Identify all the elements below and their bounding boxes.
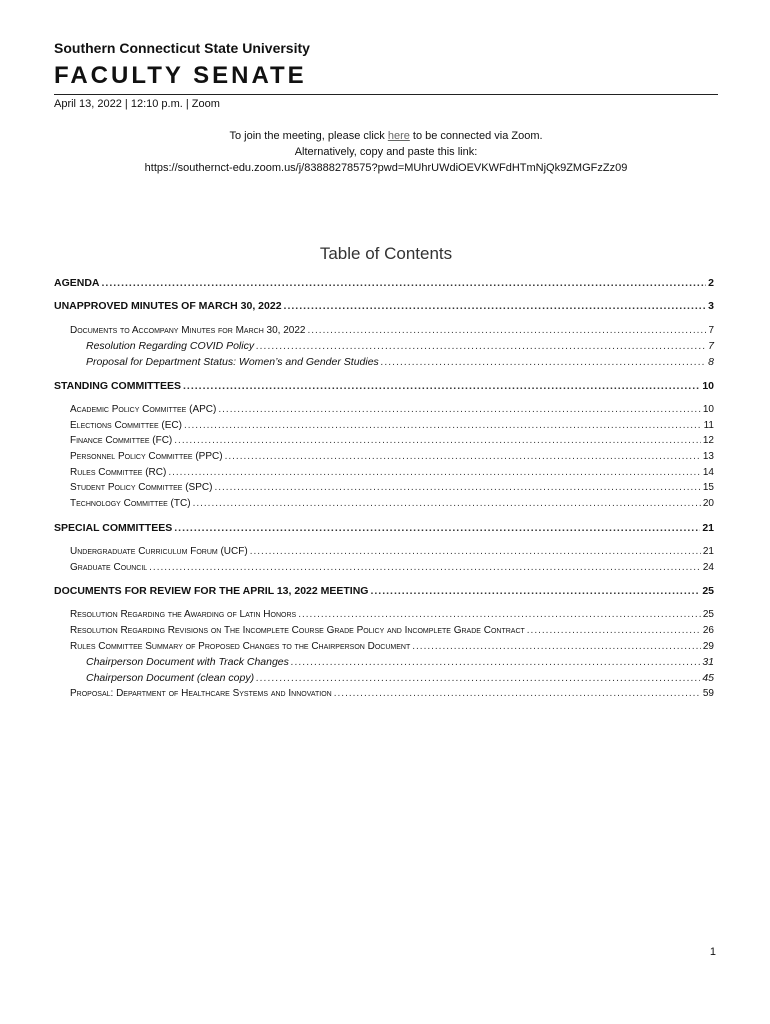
toc-label: SPECIAL COMMITTEES: [54, 522, 173, 534]
toc-page: 31: [702, 656, 714, 668]
toc-entry-apc[interactable]: [70, 404, 714, 415]
toc-page: 21: [702, 522, 714, 534]
toc-entry-rc[interactable]: [70, 467, 714, 478]
toc-page: 25: [702, 609, 714, 620]
leader-dots: [225, 451, 701, 462]
leader-dots: [174, 435, 701, 446]
join-suffix: to be connected via Zoom.: [409, 130, 543, 142]
toc-entry-review[interactable]: [54, 585, 714, 597]
toc-page: 13: [702, 451, 714, 462]
toc-label: Elections Committee (EC): [70, 420, 182, 431]
leader-dots: [334, 688, 701, 699]
toc-page: 24: [702, 562, 714, 573]
join-line-2: Alternatively, copy and paste this link:: [294, 146, 478, 158]
leader-dots: [291, 656, 700, 668]
toc-title: Table of Contents: [319, 244, 453, 263]
toc-label: Finance Committee (FC): [70, 435, 173, 446]
toc-label: Chairperson Document with Track Changes: [86, 656, 289, 668]
toc-label: Undergraduate Curriculum Forum (UCF): [70, 546, 248, 557]
toc-page: 26: [702, 625, 714, 636]
leader-dots: [370, 585, 700, 597]
toc-entry-fc[interactable]: [70, 435, 714, 446]
toc-page: 21: [702, 546, 714, 557]
join-line-1: [54, 128, 718, 144]
leader-dots: [307, 325, 706, 336]
toc-label: Rules Committee Summary of Proposed Changes to the Chairperson Document: [70, 641, 411, 652]
toc-label: Resolution Regarding Revisions on The Incomplete Course Grade Policy and Incomplete Grade Contract: [70, 625, 525, 636]
leader-dots: [527, 625, 701, 636]
page-number: 1: [709, 946, 716, 958]
toc-page: 2: [708, 277, 714, 289]
toc-entry-special[interactable]: [54, 522, 714, 534]
meeting-info: April 13, 2022 | 12:10 p.m. | Zoom: [54, 98, 220, 110]
leader-dots: [184, 420, 702, 431]
toc-entry-standing[interactable]: [54, 380, 714, 392]
toc-page: 45: [702, 672, 714, 684]
toc-entry-spc[interactable]: [70, 482, 714, 493]
join-instructions: [54, 128, 718, 176]
toc-entry-latin[interactable]: [70, 609, 714, 620]
toc-entry-minutes-docs[interactable]: [70, 325, 714, 336]
toc-label: Resolution Regarding the Awarding of Latin Honors: [70, 609, 297, 620]
toc-label: Proposal: Department of Healthcare Systems and Innovation: [70, 688, 332, 699]
toc-label: UNAPPROVED MINUTES OF MARCH 30, 2022: [54, 300, 282, 312]
leader-dots: [218, 404, 701, 415]
leader-dots: [193, 498, 701, 509]
zoom-url[interactable]: https://southernct-edu.zoom.us/j/83888278575?pwd=MUhrUWdiOEVKWFdHTmNjQk9ZMGFzZz09: [144, 162, 628, 174]
toc-entry-tc[interactable]: [70, 498, 714, 509]
toc-entry-rules-summary[interactable]: [70, 641, 714, 652]
toc-page: 3: [708, 300, 714, 312]
senate-title: FACULTY SENATE: [54, 62, 307, 89]
toc-page: 14: [702, 467, 714, 478]
toc-page: 25: [702, 585, 714, 597]
toc-label: Personnel Policy Committee (PPC): [70, 451, 223, 462]
toc-label: DOCUMENTS FOR REVIEW FOR THE APRIL 13, 2022 MEETING: [54, 585, 369, 597]
toc-page: 12: [702, 435, 714, 446]
toc-entry-incomplete[interactable]: [70, 625, 714, 636]
toc-page: 8: [708, 356, 714, 368]
toc-label: Chairperson Document (clean copy): [86, 672, 255, 684]
leader-dots: [298, 609, 701, 620]
toc-entry-grad[interactable]: [70, 562, 714, 573]
leader-dots: [174, 522, 700, 534]
toc-entry-track-changes[interactable]: [86, 656, 714, 668]
header-divider: [54, 94, 718, 95]
toc-entry-ppc[interactable]: [70, 451, 714, 462]
toc-page: 29: [702, 641, 714, 652]
toc-label: Proposal for Department Status: Women’s and Gender Studies: [86, 356, 379, 368]
toc-entry-covid[interactable]: [86, 340, 714, 352]
toc-page: 11: [703, 420, 714, 431]
toc-entry-clean-copy[interactable]: [86, 672, 714, 684]
toc-label: Graduate Council: [70, 562, 148, 573]
toc-page: 10: [702, 404, 714, 415]
toc-label: Academic Policy Committee (APC): [70, 404, 217, 415]
toc-page: 10: [702, 380, 714, 392]
toc-label: Student Policy Committee (SPC): [70, 482, 213, 493]
toc-entry-ucf[interactable]: [70, 546, 714, 557]
university-name: Southern Connecticut State University: [54, 40, 310, 56]
leader-dots: [381, 356, 706, 368]
toc-page: 7: [708, 325, 714, 336]
join-prefix: To join the meeting, please click: [229, 130, 388, 142]
toc-label: Rules Committee (RC): [70, 467, 167, 478]
leader-dots: [284, 300, 707, 312]
toc-label: Resolution Regarding COVID Policy: [86, 340, 255, 352]
toc-label: STANDING COMMITTEES: [54, 380, 181, 392]
leader-dots: [250, 546, 701, 557]
toc-entry-ec[interactable]: [70, 420, 714, 431]
leader-dots: [102, 277, 707, 289]
toc-entry-wgs[interactable]: [86, 356, 714, 368]
leader-dots: [412, 641, 701, 652]
leader-dots: [149, 562, 701, 573]
leader-dots: [168, 467, 701, 478]
toc-label: Technology Committee (TC): [70, 498, 191, 509]
leader-dots: [256, 672, 700, 684]
toc-entry-healthcare[interactable]: [70, 688, 714, 699]
toc-page: 15: [702, 482, 714, 493]
zoom-link[interactable]: here: [387, 130, 410, 142]
leader-dots: [183, 380, 700, 392]
toc-page: 59: [702, 688, 714, 699]
toc-entry-minutes[interactable]: [54, 300, 714, 312]
toc-page: 20: [702, 498, 714, 509]
toc-label: AGENDA: [54, 277, 100, 289]
toc-page: 7: [708, 340, 714, 352]
leader-dots: [256, 340, 706, 352]
toc-label: Documents to Accompany Minutes for March 30, 2022: [70, 325, 306, 336]
toc-entry-agenda[interactable]: [54, 277, 714, 289]
leader-dots: [214, 482, 700, 493]
